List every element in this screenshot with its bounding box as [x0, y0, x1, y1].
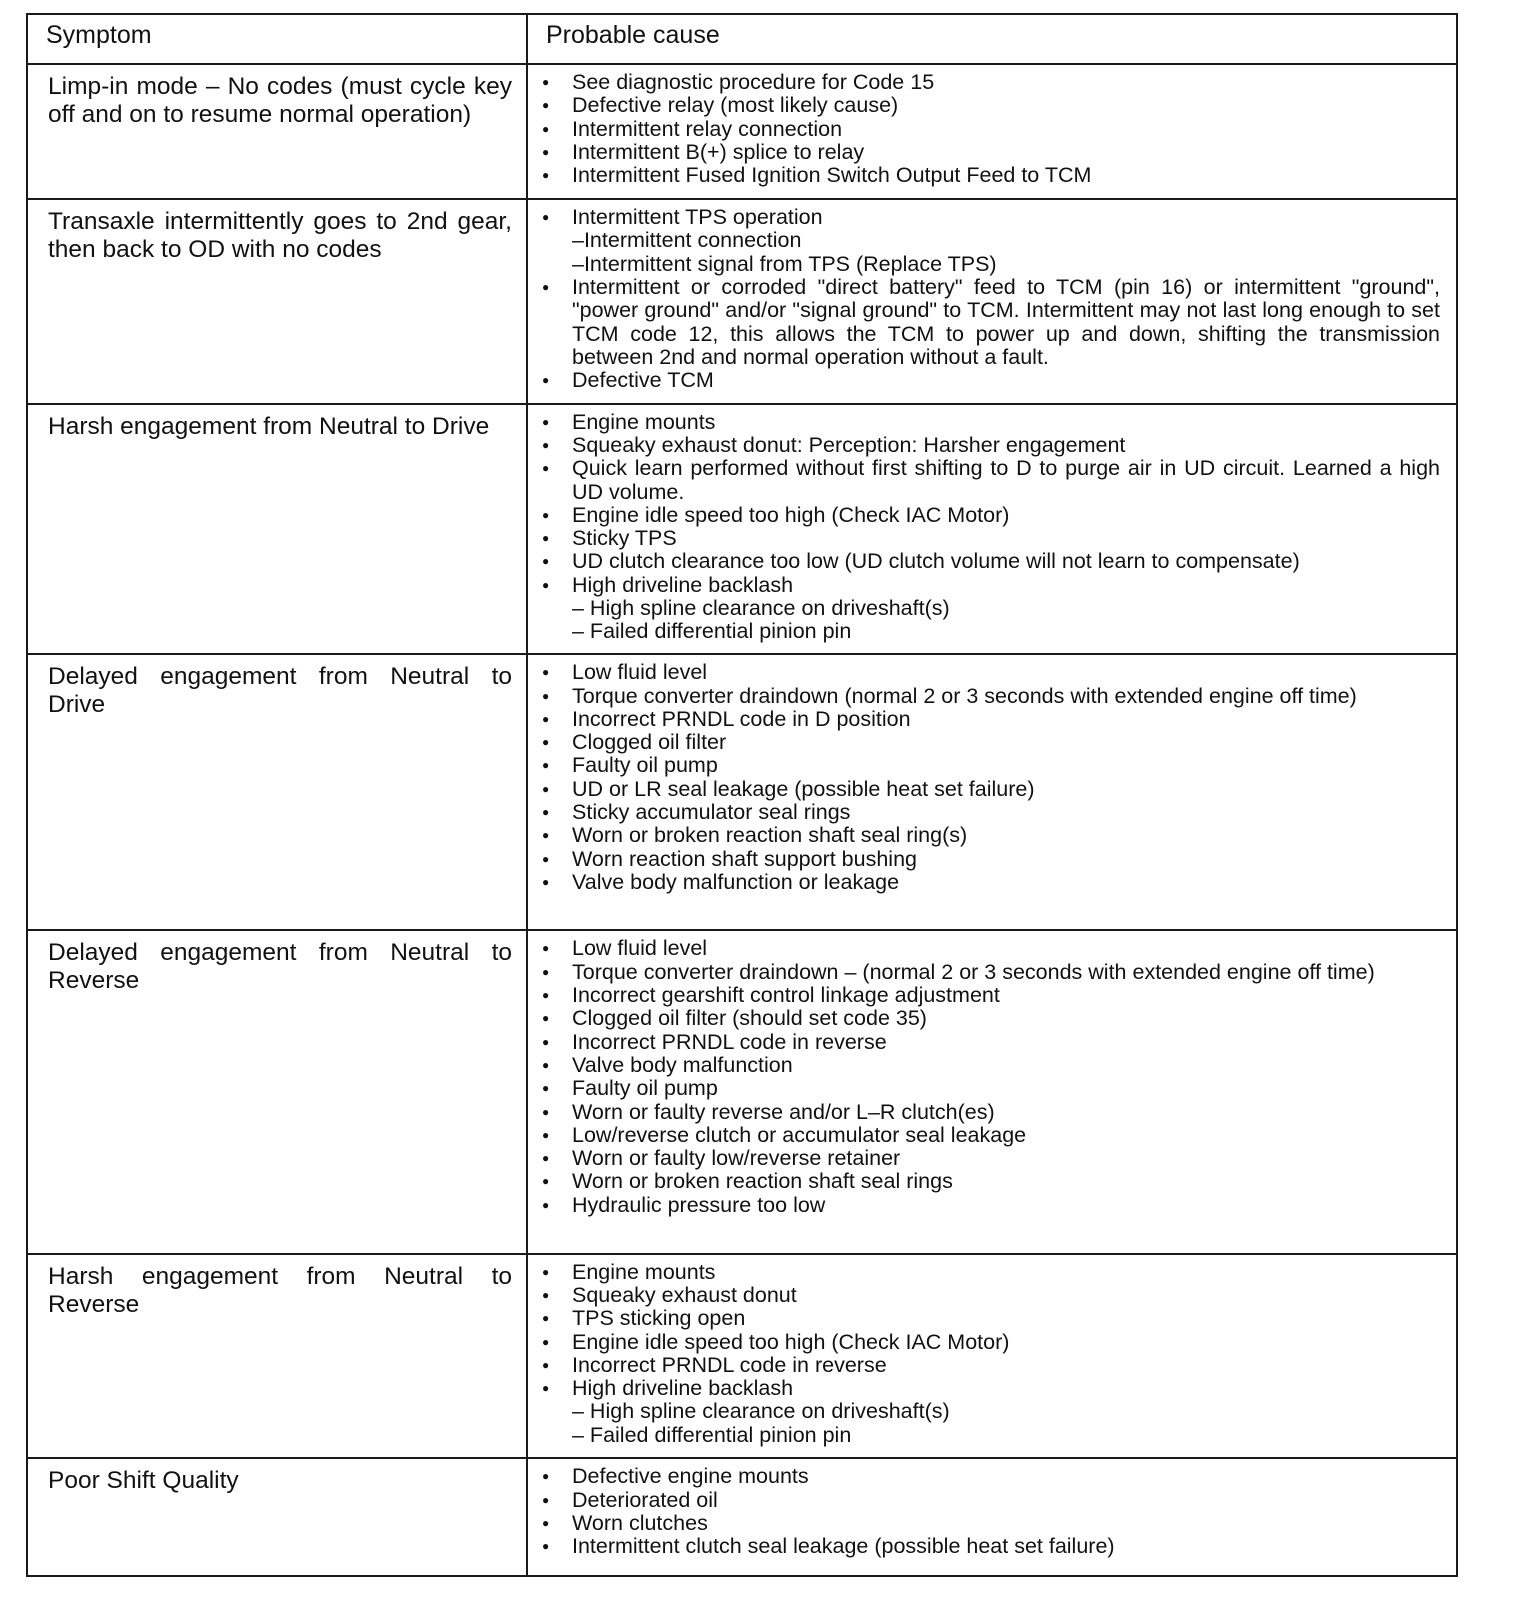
cause-item: ● Engine idle speed too high (Check IAC Motor): [538, 504, 1440, 527]
cause-item: ● Quick learn performed without first shifting to D to purge air in UD circuit. Learned a high UD volume.: [538, 457, 1440, 504]
symptom-cell: [27, 1254, 527, 1459]
cause-list: [528, 655, 1456, 898]
symptom-cell: [27, 404, 527, 655]
symptom-cell: [27, 64, 527, 199]
cause-item: ● Sticky accumulator seal rings: [538, 801, 1440, 824]
symptom-text: Transaxle intermittently goes to 2nd gear, then back to OD with no codes: [48, 208, 512, 264]
cause-item: ● Defective TCM: [538, 369, 1440, 392]
cause-list: [528, 65, 1456, 191]
symptom-text: Delayed engagement from Neutral to Reverse: [48, 939, 512, 995]
cause-item: ● Worn clutches: [538, 1512, 1440, 1535]
cause-list: [528, 931, 1456, 1221]
symptom-text: Limp-in mode – No codes (must cycle key off and on to resume normal operation): [48, 73, 512, 128]
header-probable-cause: Probable cause: [527, 14, 1457, 64]
cause-item: ● UD clutch clearance too low (UD clutch volume will not learn to compensate): [538, 550, 1440, 573]
probable-cause-cell: [527, 1458, 1457, 1576]
cause-item: ● Intermittent B(+) splice to relay: [538, 141, 1440, 164]
cause-item: ● TPS sticking open: [538, 1307, 1440, 1330]
cause-item: ● Incorrect PRNDL code in reverse: [538, 1031, 1440, 1054]
cause-item: ● Worn or faulty reverse and/or L–R clutch(es): [538, 1101, 1440, 1124]
cause-sub-item: – High spline clearance on driveshaft(s): [572, 596, 950, 620]
cause-item: ● High driveline backlash: [538, 1377, 1440, 1400]
cause-item: ● Worn or broken reaction shaft seal ring(s): [538, 824, 1440, 847]
diagnosis-table: [26, 13, 1458, 1577]
cause-item: ● Squeaky exhaust donut: [538, 1284, 1440, 1307]
cause-item: ● Clogged oil filter (should set code 35): [538, 1007, 1440, 1030]
table-row: [27, 404, 1457, 655]
cause-item: ● Intermittent Fused Ignition Switch Output Feed to TCM: [538, 164, 1440, 187]
cause-item: ● Worn or broken reaction shaft seal rings: [538, 1170, 1440, 1193]
cause-item: ● Faulty oil pump: [538, 754, 1440, 777]
cause-item: ● Low fluid level: [538, 661, 1440, 684]
cause-item: ● Squeaky exhaust donut: Perception: Harsher engagement: [538, 434, 1440, 457]
probable-cause-cell: [527, 404, 1457, 655]
cause-item: ● Defective engine mounts: [538, 1465, 1440, 1488]
cause-list: [528, 200, 1456, 396]
cause-item: ● Valve body malfunction or leakage: [538, 871, 1440, 894]
cause-item: ● Low fluid level: [538, 937, 1440, 960]
symptom-text: Delayed engagement from Neutral to Drive: [48, 663, 512, 719]
table-row: [27, 1458, 1457, 1576]
cause-item: ● UD or LR seal leakage (possible heat set failure): [538, 778, 1440, 801]
table-row: [27, 64, 1457, 199]
cause-item: ● Hydraulic pressure too low: [538, 1194, 1440, 1217]
cause-item: ● Engine mounts: [538, 411, 1440, 434]
cause-list: [528, 1255, 1456, 1451]
symptom-text: Harsh engagement from Neutral to Reverse: [48, 1262, 512, 1318]
cause-item: ● Defective relay (most likely cause): [538, 94, 1440, 117]
cause-item: ● Intermittent TPS operation: [538, 206, 1440, 229]
cause-sub-item: – Failed differential pinion pin: [572, 619, 852, 644]
cause-item: ● Intermittent clutch seal leakage (possible heat set failure): [538, 1535, 1440, 1558]
cause-item: ● Incorrect gearshift control linkage adjustment: [538, 984, 1440, 1007]
probable-cause-cell: [527, 654, 1457, 930]
probable-cause-cell: [527, 199, 1457, 404]
cause-sub-item: –Intermittent connection: [572, 228, 802, 253]
symptom-text: Harsh engagement from Neutral to Drive: [48, 412, 490, 440]
cause-item: ● Intermittent relay connection: [538, 118, 1440, 141]
table-body: [27, 64, 1457, 1576]
table-row: [27, 1254, 1457, 1459]
table-row: [27, 654, 1457, 930]
header-symptom: Symptom: [27, 14, 527, 64]
header-row: [27, 14, 1457, 64]
cause-item: ● Incorrect PRNDL code in D position: [538, 708, 1440, 731]
symptom-cell: [27, 654, 527, 930]
cause-item: ● Incorrect PRNDL code in reverse: [538, 1354, 1440, 1377]
symptom-cell: [27, 930, 527, 1253]
cause-item: ● Clogged oil filter: [538, 731, 1440, 754]
probable-cause-cell: [527, 1254, 1457, 1459]
cause-list: [528, 1459, 1456, 1562]
symptom-text: Poor Shift Quality: [48, 1467, 239, 1495]
cause-item: ● Low/reverse clutch or accumulator seal leakage: [538, 1124, 1440, 1147]
cause-item: ● Sticky TPS: [538, 527, 1440, 550]
table-row: [27, 199, 1457, 404]
cause-sub-item: –Intermittent signal from TPS (Replace TPS): [572, 251, 997, 276]
cause-item: ● High driveline backlash: [538, 574, 1440, 597]
symptom-cell: [27, 199, 527, 404]
cause-item: ● Valve body malfunction: [538, 1054, 1440, 1077]
cause-item: ● Engine idle speed too high (Check IAC Motor): [538, 1331, 1440, 1354]
cause-item: ● See diagnostic procedure for Code 15: [538, 71, 1440, 94]
cause-item: ● Intermittent or corroded "direct battery" feed to TCM (pin 16) or intermittent "ground", "power ground" and/or "signal ground" to TCM. Intermittent may not last long enough to set TCM code 12, this allows the TCM to power up and down, shifting the transmission between 2nd and normal operation without a fault.: [538, 276, 1440, 369]
cause-item: ● Engine mounts: [538, 1261, 1440, 1284]
cause-item: ● Torque converter draindown (normal 2 or 3 seconds with extended engine off time): [538, 685, 1440, 708]
cause-sub-item: – High spline clearance on driveshaft(s): [572, 1399, 950, 1424]
cause-item: ● Worn or faulty low/reverse retainer: [538, 1147, 1440, 1170]
probable-cause-cell: [527, 64, 1457, 199]
cause-sub-item: – Failed differential pinion pin: [572, 1422, 852, 1447]
cause-item: ● Deteriorated oil: [538, 1489, 1440, 1512]
cause-item: ● Worn reaction shaft support bushing: [538, 848, 1440, 871]
probable-cause-cell: [527, 930, 1457, 1253]
table-row: [27, 930, 1457, 1253]
symptom-cell: [27, 1458, 527, 1576]
cause-item: ● Torque converter draindown – (normal 2 or 3 seconds with extended engine off time): [538, 961, 1440, 984]
cause-item: ● Faulty oil pump: [538, 1077, 1440, 1100]
cause-list: [528, 405, 1456, 648]
